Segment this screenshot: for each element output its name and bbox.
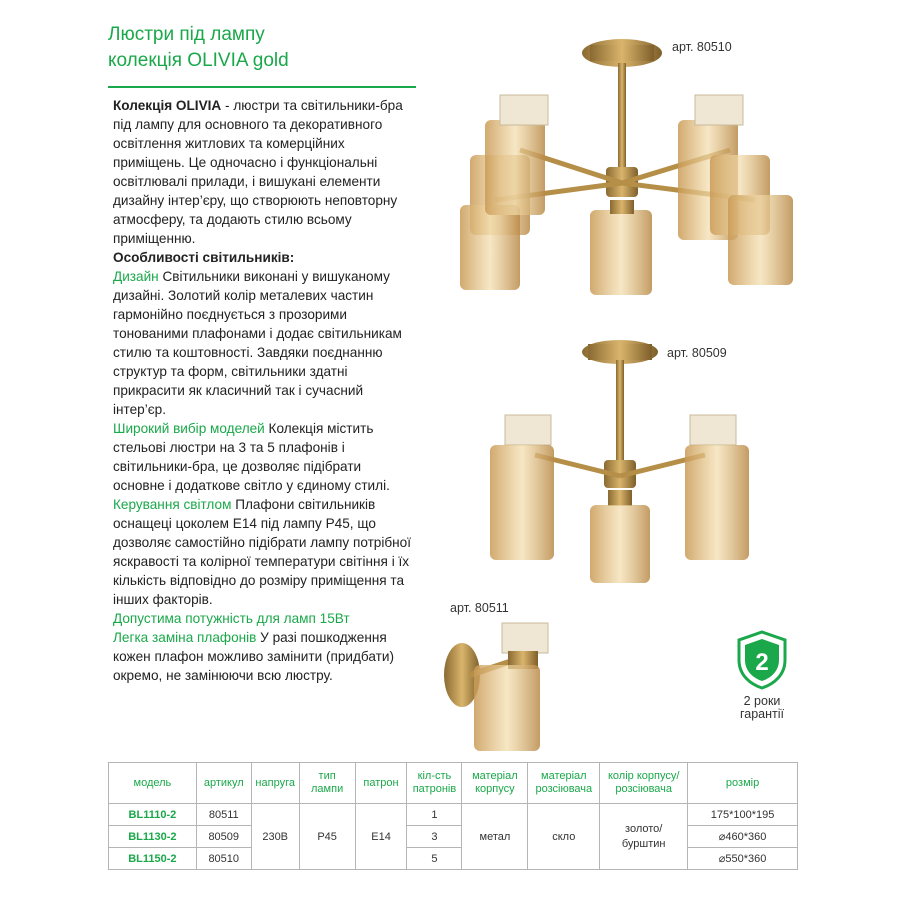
model-cell: BL1110-2 [109, 804, 197, 826]
color-cell: золото/ бурштин [600, 804, 688, 870]
diffuser-material-cell: скло [528, 804, 600, 870]
body-material-cell: метал [462, 804, 528, 870]
feature-power [113, 609, 413, 628]
features-title: Особливості світильників: [113, 250, 295, 265]
intro-paragraph [113, 96, 413, 248]
table-row [109, 826, 798, 848]
title-line-2: колекція OLIVIA gold [108, 50, 289, 71]
table-header-row [109, 763, 798, 804]
feature-light-control [113, 495, 413, 609]
table-header: тип лампи [299, 763, 355, 804]
feature-design [113, 267, 413, 419]
feature-label: Широкий вибір моделей [113, 421, 265, 436]
socket-cell: E14 [355, 804, 407, 870]
table-header: матеріал корпусу [462, 763, 528, 804]
table-header: колір корпусу/ розсіювача [600, 763, 688, 804]
voltage-cell: 230В [251, 804, 299, 870]
feature-text: Плафони світильників оснащеці цоколем E14 під лампу P45, що дозволяє самостійно підібрати лампу потрібної яскравості та колірної температури світіння і їх кількість відповідно до розміру приміщення та інших факторів. [113, 497, 412, 607]
model-cell: BL1150-2 [109, 848, 197, 870]
feature-models [113, 419, 413, 495]
table-header: напруга [251, 763, 299, 804]
collection-name: Колекція OLIVIA [113, 98, 222, 113]
table-header: розмір [688, 763, 798, 804]
specifications-table [108, 762, 798, 870]
intro-text: - люстри та світильники-бра під лампу для основного та декоративного освітлення житлових та комерційних приміщень. Це одночасно і функціональні освітлювалі прилади, і вишукані елементи дизайну інтер’єру, що створюють неповторну атмосферу, та додають стилю всьому приміщенню. [113, 98, 403, 246]
chandelier-5-image [440, 25, 820, 300]
count-cell: 5 [407, 848, 462, 870]
article-label-80510: арт. 80510 [672, 40, 732, 54]
table-header: матеріал розсіювача [528, 763, 600, 804]
lamp-type-cell: P45 [299, 804, 355, 870]
article-cell: 80510 [196, 848, 251, 870]
feature-label: Легка заміна плафонів [113, 630, 257, 645]
article-label-80511: арт. 80511 [450, 601, 509, 615]
guarantee-text: 2 роки гарантії [739, 694, 785, 721]
feature-text: У разі пошкодження кожен плафон можливо замінити (придбати) окремо, не замінюючи всю люстру. [113, 630, 395, 683]
wall-sconce-image [440, 615, 570, 755]
feature-text: Світильники виконані у вишуканому дизайні. Золотий колір металевих частин гармонійно поєднується з прозорими тонованими плафонами і додає світильникам стилю та коштовності. Завдяки поєднанню структур та форм, світильники здатні прикрасити як класичний так і сучасний інтер’єр. [113, 269, 402, 417]
table-row [109, 848, 798, 870]
size-cell: ⌀460*360 [688, 826, 798, 848]
page-title [108, 22, 418, 74]
article-cell: 80509 [196, 826, 251, 848]
model-cell: BL1130-2 [109, 826, 197, 848]
title-divider [108, 86, 416, 88]
size-cell: 175*100*195 [688, 804, 798, 826]
count-cell: 1 [407, 804, 462, 826]
feature-label: Дизайн [113, 269, 159, 284]
title-line-1: Люстри під лампу [108, 24, 265, 45]
size-cell: ⌀550*360 [688, 848, 798, 870]
table-header: артикул [196, 763, 251, 804]
table-header: кіл-сть патронів [407, 763, 462, 804]
feature-replacement [113, 628, 413, 685]
guarantee-shield-icon [736, 630, 788, 690]
chandelier-3-image [480, 330, 760, 585]
table-header: модель [109, 763, 197, 804]
guarantee-years-number: 2 [755, 649, 769, 676]
feature-text: Колекція містить стельові люстри на 3 та 5 плафонів і світильники-бра, це дозволяє підібрати основне і додаткове світло у єдиному стилі. [113, 421, 390, 493]
description-text [113, 96, 413, 685]
table-header: патрон [355, 763, 407, 804]
feature-label: Допустима потужність для ламп 15Вт [113, 611, 350, 626]
count-cell: 3 [407, 826, 462, 848]
article-label-80509: арт. 80509 [667, 346, 727, 360]
article-cell: 80511 [196, 804, 251, 826]
table-row [109, 804, 798, 826]
feature-label: Керування світлом [113, 497, 232, 512]
